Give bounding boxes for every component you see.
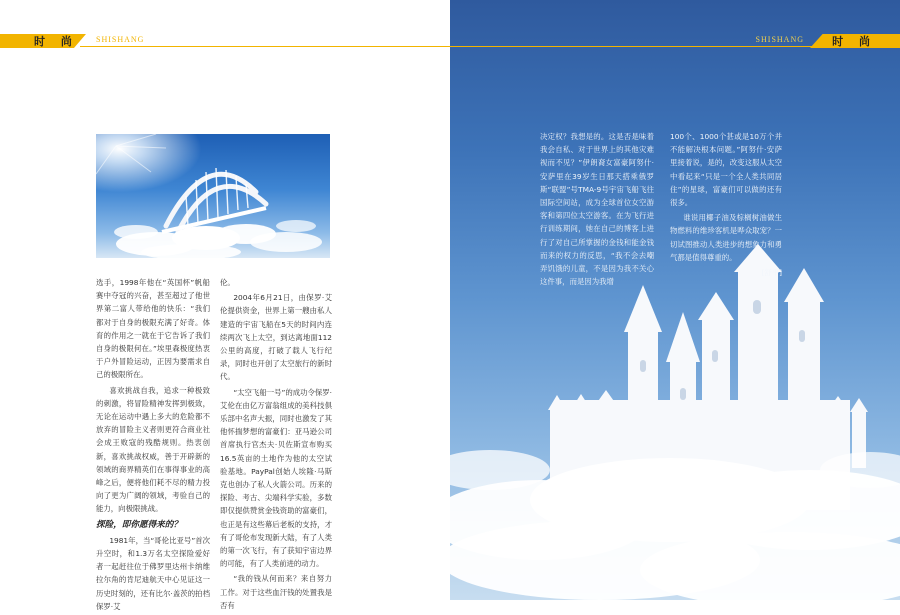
paragraph: 喜欢挑战自我，追求一种极致的刺激，将冒险精神发挥到极致，无论在运动中遇上多大的危险都不放弃的冒险主义者则更符合商业社会成王败寇的残酷规则。热衷创新，喜欢挑战权威，善于开辟新的领域的商界精英们在事得事业的高峰之后，便将他们耗不尽的精力投向了更为广阔的领域，考验自己的能力，向极限挑战。 [96,385,210,514]
section-title: 时 尚 [34,35,78,48]
article-column-3 [540,130,654,290]
section-title-en: SHISHANG [755,35,804,44]
paragraph: “我的钱从何而来？来自努力工作。对于这些血汗钱的处置我是否有 [220,574,332,610]
header-rule [80,46,450,47]
article-column-2 [220,276,332,614]
author-credit: [舒平] [761,268,782,278]
article-column-4 [670,130,782,281]
paragraph: “太空飞船一号”的成功令保罗·艾伦在由亿万富翁组成的美科技俱乐部中名声大振，同时也激发了其他怀揣梦想的富豪们：亚马逊公司首席执行官杰夫·贝佐斯宣布购买16.5英亩的土地作为他的太空试验基地。PayPal创始人埃隆·马斯克也创办了私人火箭公司。历来的探险、考古、尖端科学实验，多数即仅提供赞赏金钱资助的富豪们，也正是有这些幕后老板的支持，才有了哥伦布发现新大陆，有了人类的第一次飞行，有了获知宇宙边界的可能，有了人类前进的动力。 [220,387,333,569]
paragraph: 谁说用椰子油及棕榈树油做生物燃料的维珍客机是哗众取宠？一切试图推动人类进步的想象力和勇气都是值得尊重的。 [670,213,782,262]
section-title: 时 尚 [832,35,876,48]
section-title-en: SHISHANG [96,35,145,44]
paragraph: 100个、1000个甚或是10万个并不能解决根本问题。”阿努什·安萨里接着说，是的，改变这服从太空中看起来“只是一个全人类共同居住”的星球，富豪们可以做的还有很多。 [670,132,782,208]
paragraph: 1981年，当“哥伦比亚号”首次升空时，和1.3万名太空探险爱好者一起赶往位于佛罗里达州卡纳维拉尔角的肯尼迪航天中心见证这一历史时刻的，还有比尔·盖茨的拍档保罗·艾 [96,535,210,611]
bridge-in-clouds-photo [96,134,330,258]
paragraph: 选手，1998年他在“英国杯”帆船赛中夺冠的兴奋，甚至超过了他世界第二富人带给他的快乐：“我们都对于自身的极限充满了好奇。体育的作用之一就在于它告诉了我们自身的极限何在。”埃里森极度热衷于户外冒险运动，正因为要需求自己的极限所在。 [96,278,210,380]
header-rule [450,46,820,47]
paragraph: 决定权？我想是的。这是否是味着我会自私、对于世界上的其他灾难视而不见？”伊朗裔女富豪阿努什·安萨里在39岁生日那天搭乘俄罗斯“联盟”号TMA-9号宇宙飞船飞往国际空间站，成为全球首位女空游客和第四位太空游客。在为飞行进行训练期间，她在自己的博客上进行了对自己所掌握的金钱和能金钱而来的权力的反思，“我不会去嘲弄饥饿的儿童，不是因为我不关心这件事，而是因为我增 [540,132,654,287]
paragraph: 伦。 [220,278,235,287]
right-header [450,30,900,50]
right-page-sky-castle-photo [450,0,900,600]
paragraph: 2004年6月21日，由保罗·艾伦提供资金，世界上第一艘由私人建造的宇宙飞船在5天的时间内连续两次飞上太空，到达离地面112公里的高度，打破了载人飞行纪录，同时也开创了太空旅行的新时代。 [220,293,332,382]
subheading: 探险，即你愿得来的？ [96,519,182,530]
left-page [0,0,450,611]
article-column-1 [96,276,210,615]
left-header [0,30,450,50]
